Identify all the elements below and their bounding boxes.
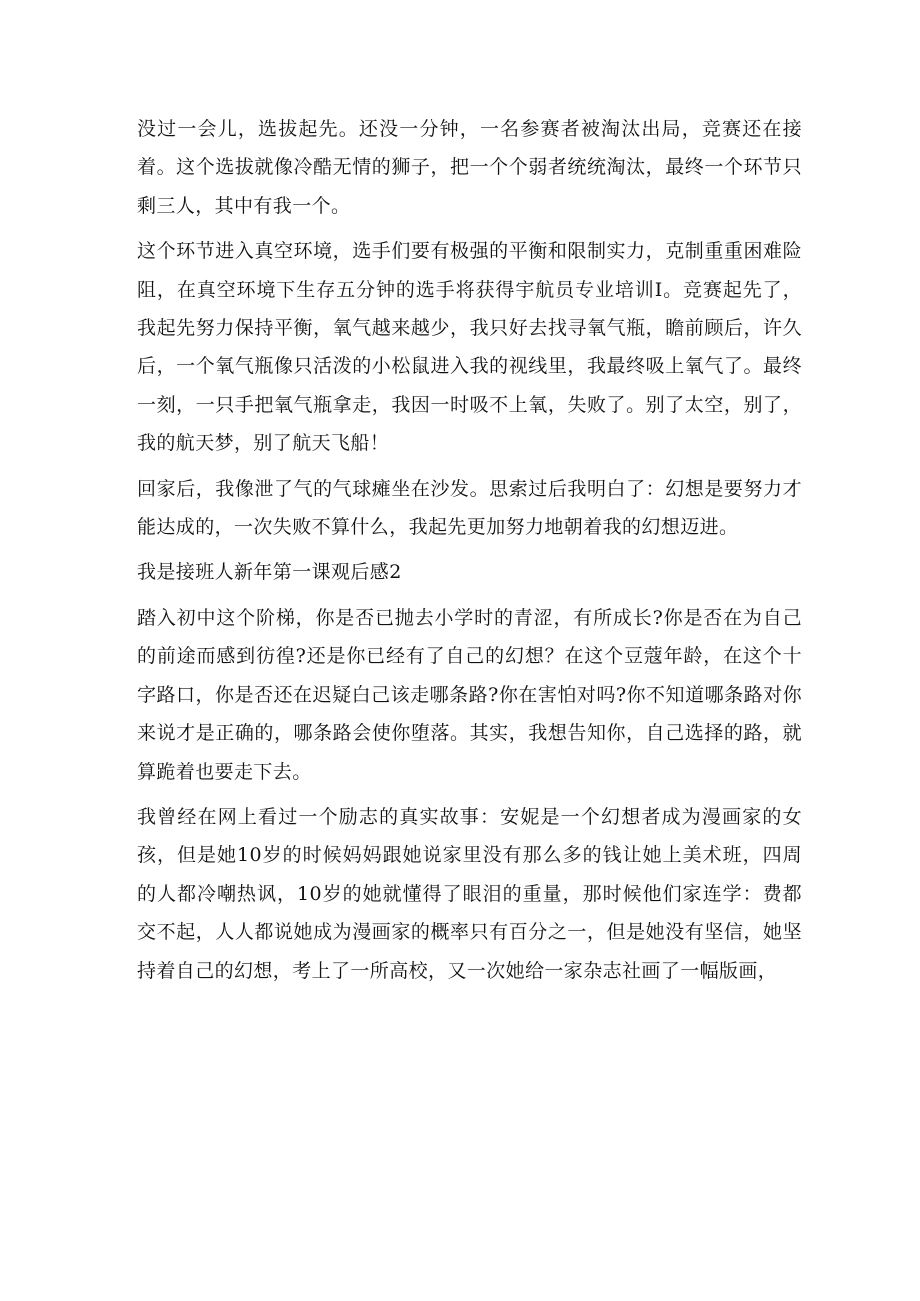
- paragraph-gap: [137, 546, 802, 553]
- paragraph-gap: [137, 225, 802, 232]
- paragraph-selection-start: 没过一会儿，选拔起先。还没一分钟，一名参赛者被淘汰出局，竞赛还在接着。这个选拔就像冷酷无情的狮子，把一个个弱者统统淘汰，最终一个环节只剩三人，其中有我一个。: [137, 118, 802, 217]
- section-heading: 我是接班人新年第一课观后感2: [137, 561, 402, 584]
- paragraph-gap: [137, 463, 802, 470]
- paragraph-annie-story: 我曾经在网上看过一个励志的真实故事：安妮是一个幻想者成为漫画家的女孩，但是她10岁的时候妈妈跟她说家里没有那么多的钱让她上美术班，四周的人都冷嘲热讽，10岁的她就懂得了眼泪的重量，那时候他们家连学：费都交不起，人人都说她成为漫画家的概率只有百分之一，但是她没有坚信，她坚持着自己的幻想，考上了一所高校，又一次她给一家杂志社画了一幅版画，: [137, 805, 802, 982]
- paragraph-junior-high: 踏入初中这个阶梯，你是否已抛去小学时的青涩，有所成长?你是否在为自己的前途而感到彷徨?还是你已经有了自己的幻想？在这个豆蔻年龄，在这个十字路口，你是否还在迟疑白己该走哪条路?你在害怕对吗?你不知道哪条路对你来说才是正确的，哪条路会使你堕落。其实，我想告知你，自己选择的路，就算跪着也要走下去。: [137, 606, 802, 783]
- paragraph-return-home: 回家后，我像泄了气的气球瘫坐在沙发。思索过后我明白了：幻想是要努力才能达成的，一次失败不算什么，我起先更加努力地朝着我的幻想迈进。: [137, 477, 802, 539]
- paragraph-vacuum-challenge: 这个环节进入真空环境，选手们要有极强的平衡和限制实力，克制重重困难险阻，在真空环境下生存五分钟的选手将获得宇航员专业培训I。竞赛起先了，我起先努力保持平衡，氧气越来越少，我只好去找寻氧气瓶，瞻前顾后，许久后，一个氧气瓶像只活泼的小松鼠进入我的视线里，我最终吸上氧气了。最终一刻，一只手把氧气瓶拿走，我因一时吸不上氧，失败了。别了太空，别了，我的航天梦，别了航天飞船！: [137, 240, 802, 455]
- paragraph-gap: [137, 791, 802, 798]
- paragraph-gap: [137, 592, 802, 599]
- document-body: [137, 110, 802, 990]
